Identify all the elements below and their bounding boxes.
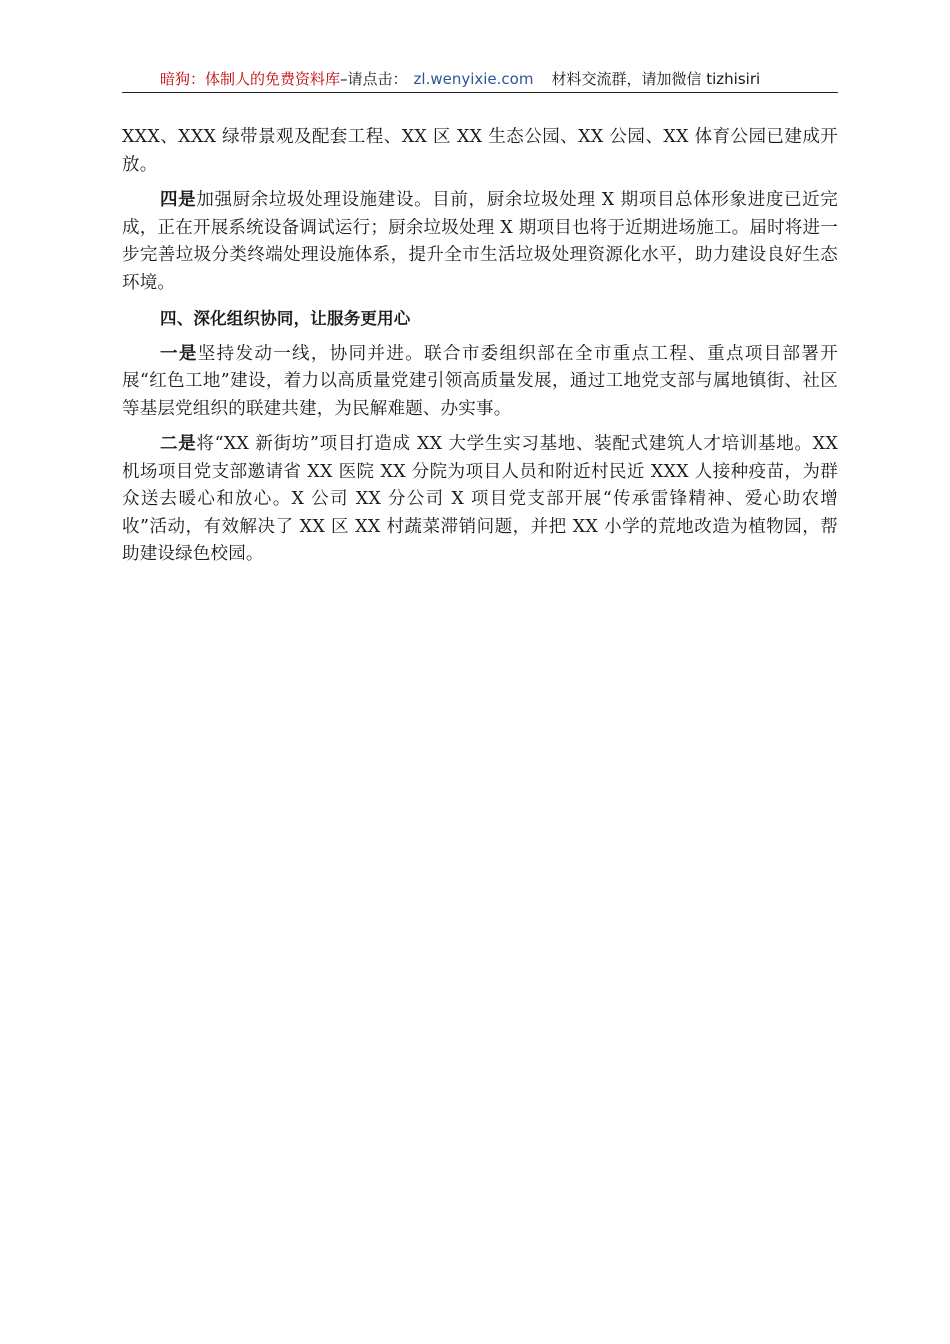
paragraph-text: 将“XX 新街坊”项目打造成 XX 大学生实习基地、装配式建筑人才培训基地。XX 机场项目党支部邀请省 XX 医院 XX 分院为项目人员和附近村民近 XXX 人接种疫苗，为群众送去暖心和放心。X 公司 XX 分公司 X 项目党支部开展“传承雷锋精神、爱心助农增收”活动，有效解决了 XX 区 XX 村蔬菜滞销问题，并把 XX 小学的荒地改造为植物园，帮助建设绿色校园。 [122, 434, 838, 564]
paragraph-lead: 二是 [160, 434, 197, 454]
paragraph-lead: 一是 [160, 343, 198, 364]
paragraph-text: 加强厨余垃圾处理设施建设。目前，厨余垃圾处理 X 期项目总体形象进度已近完成，正在开展系统设备调试运行；厨余垃圾处理 X 期项目也将于近期进场施工。届时将进一步完善垃圾分类终端处理设施体系，提升全市生活垃圾处理资源化水平，助力建设良好生态环境。 [122, 190, 839, 293]
header-brand: 暗狗：体制人的免费资料库 [160, 70, 341, 88]
paragraph-text: 坚持发动一线，协同并进。联合市委组织部在全市重点工程、重点项目部署开展“红色工地”建设，着力以高质量党建引领高质量发展，通过工地党支部与属地镇街、社区等基层党组织的联建共建，为民解难题、办实事。 [122, 343, 838, 419]
page-header [122, 68, 838, 93]
header-prompt: –请点击： [340, 70, 408, 88]
section-heading: 四、深化组织协同，让服务更用心 [160, 309, 411, 328]
paragraph-fourth-point [122, 187, 838, 297]
header-contact: 材料交流群，请加微信 tizhisiri [551, 70, 761, 88]
header-url-link[interactable]: zl.wenyixie.com [413, 70, 534, 88]
document-body [122, 124, 838, 577]
paragraph-continuation: XXX、XXX 绿带景观及配套工程、XX 区 XX 生态公园、XX 公园、XX 体育公园已建成开放。 [122, 127, 838, 175]
paragraph-first-point [122, 341, 838, 424]
paragraph-second-point [122, 431, 838, 569]
paragraph-lead: 四是 [160, 190, 197, 210]
